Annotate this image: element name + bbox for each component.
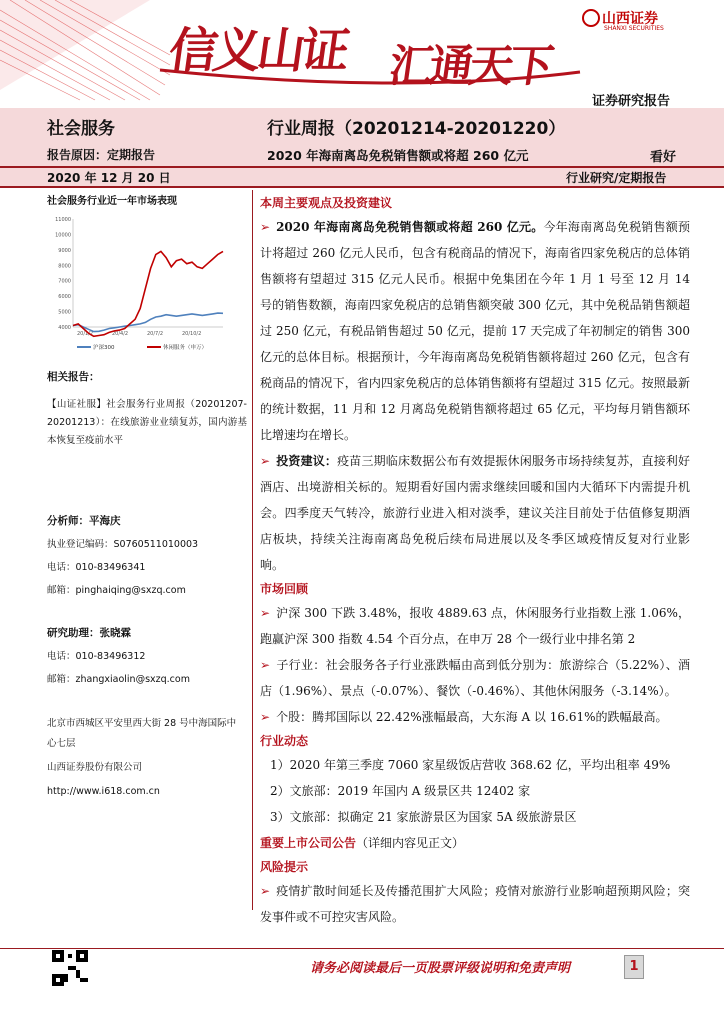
section-title-views: 本周主要观点及投资建议 (260, 196, 393, 210)
announcement-note: （详细内容见正文） (356, 836, 465, 850)
y-tick-label: 10000 (55, 232, 71, 239)
y-tick-label: 4000 (58, 325, 71, 331)
main-content (260, 192, 690, 930)
column-divider (252, 190, 253, 910)
series-line-1 (73, 313, 223, 332)
company-name: 山西证券股份有限公司 (47, 762, 143, 773)
x-tick-label: 20/10/2 (182, 331, 202, 337)
report-reason: 报告原因：定期报告 (47, 148, 156, 162)
legend-label: 休闲服务（申万） (163, 345, 208, 351)
report-type: 证券研究报告 (592, 94, 671, 108)
header-banner (0, 0, 724, 108)
company-website[interactable]: http://www.i618.com.cn (47, 786, 160, 797)
analyst-email[interactable]: 邮箱：pinghaiqing@sxzq.com (47, 585, 186, 596)
report-date: 2020 年 12 月 20 日 (47, 171, 171, 185)
assistant-phone: 电话：010-83496312 (47, 651, 146, 662)
headline: 2020 年海南离岛免税销售额或将超 260 亿元 (267, 148, 529, 163)
series-line-2 (73, 251, 223, 336)
y-tick-label: 8000 (58, 263, 71, 270)
analyst-info (47, 510, 247, 602)
assistant-email[interactable]: 邮箱：zhangxiaolin@sxzq.com (47, 674, 190, 685)
x-tick-label: 20/1/2 (77, 331, 94, 337)
weekly-title: 行业周报（20201214-20201220） (267, 119, 566, 139)
arrow-icon: ➢ (260, 658, 271, 672)
arrow-icon: ➢ (260, 710, 271, 724)
section-title-market: 市场回顾 (260, 582, 309, 596)
report-category: 行业研究/定期报告 (566, 171, 667, 185)
paragraph-hainan: ➢ 2020 年海南离岛免税销售额或将超 260 亿元。今年海南离岛免税销售额预计将超过 260 亿元人民币，包含有税商品的情况下，海南省四家免税店的总体销售额将有望超过 315 亿元人民币。根据中免集团在今年 1 月 1 号至 12 月 14 号的销售数额，海南四家免税店的总销售额突破 300 亿元，其中免税品销售额超过 250 亿元，有税品销售超过 50 亿元，提前 17 天完成了年初制定的销售 300 亿元的总体目标。根据预计，今年海南离岛免税销售额将超过 260 亿元，包含有税商品的情况下，省内四家免税店的总体销售额将有望超过 315 亿元。按照最新的统计数据，11 月和 12 月离岛免税销售额将超过 65 亿元，平均每月销售额环比增速均在增长。 (260, 220, 690, 442)
dynamic-item: 3）文旅部：拟确定 21 家旅游景区为国家 5A 级旅游景区 (270, 810, 577, 824)
market-item: ➢ 沪深 300 下跌 3.48%，报收 4889.63 点，休闲服务行业指数上涨 1.06%，跑赢沪深 300 指数 4.54 个百分点，在申万 28 个一级行业中排名第 2 (260, 606, 690, 646)
market-item: ➢ 子行业：社会服务各子行业涨跌幅由高到低分别为：旅游综合（5.22%）、酒店（1.96%）、景点（-0.07%）、餐饮（-0.46%）、其他休闲服务（-3.14%）。 (260, 658, 690, 698)
slogan-right: 汇通天下 (385, 41, 553, 92)
y-tick-label: 5000 (58, 309, 71, 316)
divider (0, 186, 724, 188)
x-tick-label: 20/4/2 (112, 331, 129, 337)
assistant-name: 张晓霖 (99, 627, 131, 639)
company-logo-icon (582, 9, 600, 27)
company-address: 北京市西城区平安里西大街 28 号中海国际中心七层 (47, 718, 237, 749)
risk-item: ➢ 疫情扩散时间延长及传播范围扩大风险；疫情对旅游行业影响超预期风险；突发事件或不可控灾害风险。 (260, 884, 690, 924)
qr-code-icon (52, 950, 88, 986)
paragraph-advice: ➢ 投资建议：疫苗三期临床数据公布有效提振休闲服务市场持续复苏，直接利好酒店、出境游相关标的。短期看好国内需求继续回暖和国内大循环下内需提升机会。四季度天气转冷，旅游行业进入相对淡季，建议关注目前处于估值修复期酒店板块，持续关注海南离岛免税后续布局进展以及冬季区域疫情反复对行业影响。 (260, 454, 690, 572)
related-label: 相关报告： (47, 371, 100, 383)
slogan-left: 信义山证 (165, 23, 350, 79)
company-logo-text: 山西证券 (602, 11, 658, 27)
y-tick-label: 9000 (58, 247, 71, 254)
legend-label: 沪深300 (93, 345, 115, 351)
analyst-cert: 执业登记编码：S0760511010003 (47, 539, 199, 550)
arrow-icon: ➢ (260, 220, 271, 234)
related-report-link[interactable]: 【山证社服】社会服务行业周报（20201207-20201213）：在线旅游业业绩复苏，国内游基本恢复至疫前水平 (47, 399, 247, 446)
disclaimer-note: 请务必阅读最后一页股票评级说明和免责声明 (310, 961, 571, 976)
y-tick-label: 11000 (55, 217, 71, 223)
analyst-phone: 电话：010-83496341 (47, 562, 146, 573)
company-logo-en: SHANXI SECURITIES (604, 25, 664, 32)
y-tick-label: 6000 (58, 294, 71, 301)
section-title-risk: 风险提示 (260, 860, 309, 874)
dynamic-item: 1）2020 年第三季度 7060 家星级饭店营收 368.62 亿，平均出租率 49% (270, 758, 671, 772)
x-tick-label: 20/7/2 (147, 331, 164, 337)
market-chart (47, 211, 247, 361)
chart-title: 社会服务行业近一年市场表现 (47, 196, 177, 207)
divider (0, 166, 724, 168)
dynamic-item: 2）文旅部：2019 年国内 A 级景区共 12402 家 (270, 784, 531, 798)
section-title-announcements: 重要上市公司公告 (260, 836, 357, 850)
analyst-label: 分析师： (47, 515, 89, 527)
assistant-label: 研究助理： (47, 627, 100, 639)
arrow-icon: ➢ (260, 884, 271, 898)
footer-divider (0, 948, 724, 949)
related-reports (47, 368, 247, 450)
arrow-icon: ➢ (260, 606, 271, 620)
company-info (47, 714, 242, 802)
page-number: 1 (624, 955, 644, 979)
arrow-icon: ➢ (260, 454, 271, 468)
industry-title: 社会服务 (47, 119, 115, 139)
sidebar (47, 192, 247, 364)
section-title-dynamics: 行业动态 (260, 734, 309, 748)
assistant-info (47, 622, 247, 691)
y-tick-label: 7000 (58, 278, 71, 285)
rating: 看好 (650, 150, 677, 165)
analyst-name: 平海庆 (89, 515, 121, 527)
market-item: ➢ 个股：腾邦国际以 22.42%涨幅最高，大东海 A 以 16.61%的跌幅最高。 (260, 710, 668, 724)
